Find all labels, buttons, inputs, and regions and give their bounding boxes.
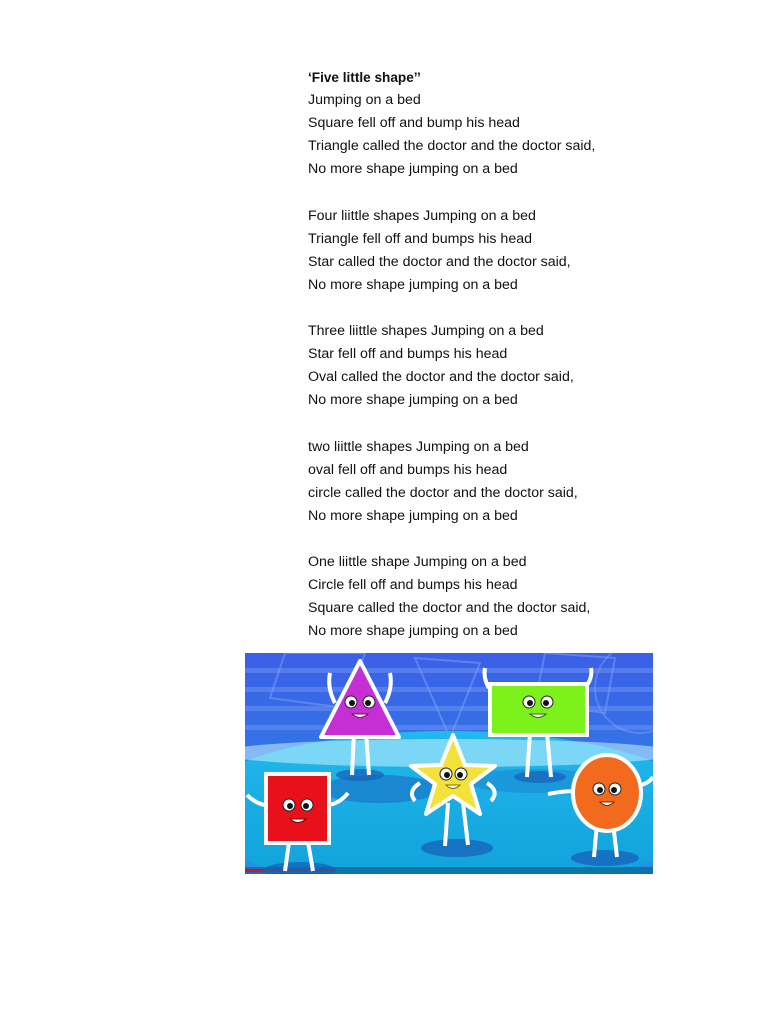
poem-title: ‘Five little shape’’ xyxy=(308,70,421,85)
verse-line: Jumping on a bed xyxy=(308,92,421,109)
verse-line: No more shape jumping on a bed xyxy=(308,507,518,524)
verse-line: circle called the doctor and the doctor said, xyxy=(308,484,578,501)
verse-line: Star fell off and bumps his head xyxy=(308,346,508,363)
verse-line: Circle fell off and bumps his head xyxy=(308,577,518,594)
verse-line: oval fell off and bumps his head xyxy=(308,461,508,478)
shapes-illustration xyxy=(245,653,653,874)
verse-line: Square called the doctor and the doctor said, xyxy=(308,600,591,617)
verse-5 xyxy=(308,551,708,643)
verse-4 xyxy=(308,436,708,528)
verse-line: No more shape jumping on a bed xyxy=(308,161,518,178)
verse-line: Triangle fell off and bumps his head xyxy=(308,230,532,247)
verse-line: Square fell off and bump his head xyxy=(308,115,520,132)
verse-line: Star called the doctor and the doctor said, xyxy=(308,253,571,270)
verse-line: No more shape jumping on a bed xyxy=(308,623,518,640)
verse-line: two liittle shapes Jumping on a bed xyxy=(308,438,529,455)
verse-line: Oval called the doctor and the doctor said, xyxy=(308,369,574,386)
verse-3 xyxy=(308,320,708,412)
verse-line: No more shape jumping on a bed xyxy=(308,276,518,293)
verse-line: No more shape jumping on a bed xyxy=(308,392,518,409)
verse-line: One liittle shape Jumping on a bed xyxy=(308,553,527,570)
verse-2 xyxy=(308,205,708,297)
verse-line: Four liittle shapes Jumping on a bed xyxy=(308,207,536,224)
verse-line: Triangle called the doctor and the doctor said, xyxy=(308,138,596,155)
verse-line: Three liittle shapes Jumping on a bed xyxy=(308,323,544,340)
verse-1 xyxy=(308,89,708,181)
poem xyxy=(308,66,708,643)
